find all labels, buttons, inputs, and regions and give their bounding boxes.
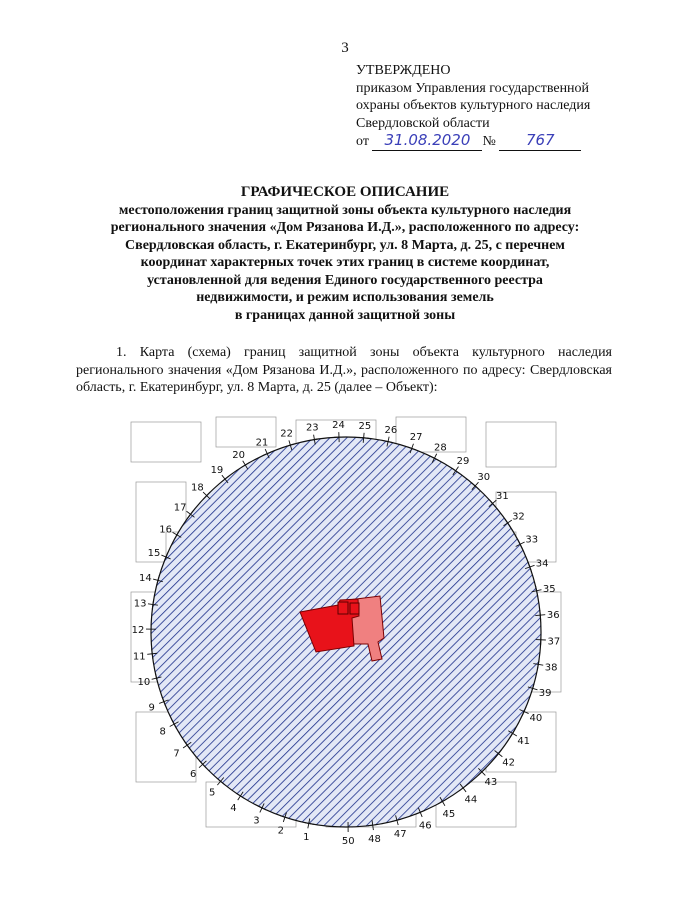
- basemap-block: [486, 422, 556, 467]
- basemap-block: [131, 422, 201, 462]
- boundary-point-label: 36: [546, 609, 560, 621]
- boundary-point-label: 25: [358, 420, 372, 432]
- boundary-point-label: 21: [255, 437, 269, 449]
- boundary-point-label: 28: [433, 442, 447, 454]
- boundary-point-label: 32: [512, 511, 525, 523]
- boundary-point-label: 1: [303, 832, 310, 844]
- title-line: Свердловская область, г. Екатеринбург, ул. 8 Марта, д. 25, с перечнем: [125, 237, 565, 253]
- boundary-point-label: 27: [409, 432, 423, 444]
- boundary-point-label: 34: [535, 558, 549, 570]
- title-line: установленной для ведения Единого государственного реестра: [147, 272, 543, 288]
- boundary-point-label: 50: [341, 835, 355, 847]
- boundary-point-label: 7: [173, 748, 180, 760]
- boundary-point-label: 44: [464, 794, 478, 806]
- boundary-point-label: 47: [393, 828, 407, 840]
- boundary-point-label: 39: [538, 688, 552, 700]
- boundary-point-label: 41: [517, 736, 531, 748]
- boundary-point-label: 40: [529, 712, 543, 724]
- boundary-point-label: 33: [525, 534, 539, 546]
- boundary-point-label: 29: [456, 456, 470, 468]
- boundary-point-label: 35: [542, 583, 556, 595]
- boundary-point-label: 38: [544, 662, 558, 674]
- title-line: в границах данной защитной зоны: [234, 307, 456, 323]
- boundary-point-label: 13: [133, 598, 147, 610]
- boundary-point-label: 30: [477, 472, 491, 484]
- approval-line: охраны объектов культурного наследия: [356, 98, 591, 113]
- boundary-point-label: 14: [139, 572, 152, 584]
- title-line: местоположения границ защитной зоны объекта культурного наследия: [118, 202, 572, 218]
- approval-line: Свердловской области: [356, 115, 490, 131]
- boundary-point-label: 5: [209, 787, 216, 799]
- boundary-point-label: 31: [495, 490, 509, 502]
- boundary-point-label: 43: [484, 777, 498, 789]
- document-title: [80, 184, 610, 324]
- boundary-point-label: 16: [159, 524, 173, 536]
- boundary-point-label: 46: [418, 820, 432, 832]
- boundary-point-label: 22: [280, 428, 294, 440]
- boundary-point-label: 18: [190, 482, 204, 494]
- title-line: координат характерных точек этих границ в системе координат,: [140, 255, 550, 270]
- approval-line: приказом Управления государственной: [356, 80, 590, 96]
- object-building-annex: [350, 603, 359, 614]
- boundary-point-label: 19: [210, 464, 224, 476]
- approval-date: 31.08.2020: [372, 132, 482, 151]
- boundary-point-label: 15: [147, 548, 161, 560]
- boundary-point-label: 3: [253, 815, 260, 827]
- object-building-annex: [338, 602, 348, 614]
- from-label: от: [356, 134, 369, 149]
- boundary-point-label: 42: [502, 757, 515, 769]
- page-number: 3: [341, 40, 349, 56]
- title-heading: ГРАФИЧЕСКОЕ ОПИСАНИЕ: [240, 184, 450, 200]
- approval-block: [356, 62, 590, 151]
- protection-zone-map: [126, 412, 566, 847]
- boundary-point-label: 26: [384, 424, 398, 436]
- boundary-point-label: 37: [547, 636, 561, 648]
- section-1-text: 1. Карта (схема) границ защитной зоны объекта культурного наследия регионального значения «Дом Рязанова И.Д.», расположенного по адресу: Свердловская область, г. Екатеринбург, ул. 8 Марта, д. 25 (далее – Объект):: [76, 345, 612, 395]
- boundary-point-label: 48: [368, 834, 381, 846]
- boundary-point-label: 24: [332, 420, 345, 432]
- boundary-point-label: 23: [305, 422, 319, 434]
- approval-date-number-line: [356, 132, 590, 151]
- boundary-point-label: 10: [137, 677, 151, 689]
- title-line: недвижимости, и режим использования земель: [196, 290, 494, 305]
- boundary-point-label: 2: [277, 825, 285, 837]
- boundary-point-label: 11: [132, 651, 146, 663]
- boundary-point-label: 8: [159, 726, 166, 738]
- approval-heading: УТВЕРЖДЕНО: [356, 63, 451, 78]
- boundary-point-label: 4: [230, 802, 237, 814]
- boundary-point-label: 20: [232, 449, 245, 461]
- boundary-point-label: 45: [442, 808, 456, 820]
- boundary-point-label: 17: [173, 502, 187, 514]
- boundary-point-label: 12: [131, 624, 145, 636]
- boundary-point-label: 9: [148, 702, 155, 714]
- approval-number: 767: [499, 132, 581, 151]
- title-line: регионального значения «Дом Рязанова И.Д.», расположенного по адресу:: [110, 220, 580, 235]
- boundary-point-label: 6: [189, 769, 197, 781]
- number-label: №: [482, 134, 496, 149]
